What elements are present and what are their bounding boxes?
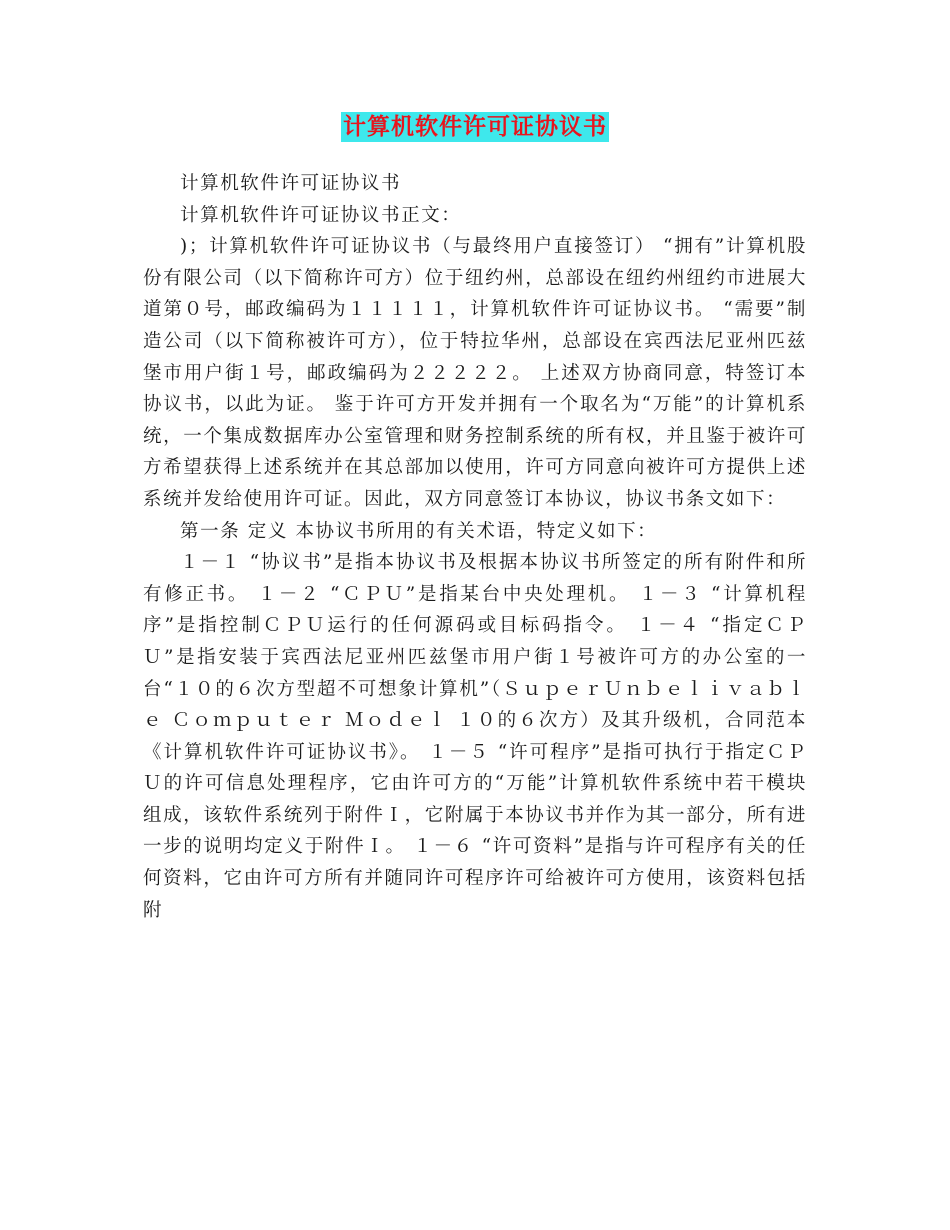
- document-title: 计算机软件许可证协议书: [343, 113, 607, 140]
- paragraph-definitions: １－１ “协议书”是指本协议书及根据本协议书所签定的所有附件和所有修正书。 １－２ “ＣＰＵ”是指某台中央处理机。 １－３ “计算机程序”是指控制ＣＰＵ运行的任何源码或目标码指令。 １－４ “指定ＣＰＵ”是指安装于宾西法尼亚州匹兹堡市用户街１号被许可方的办公室的一台“１０的６次方型超不可想象计算机”（ＳｕｐｅｒＵｎｂｅｌｉｖａｂｌｅ Ｃｏｍｐｕｔｅｒ Ｍｏｄｅｌ １０的６次方）及其升级机，合同范本《计算机软件许可证协议书》。 １－５ “许可程序”是指可执行于指定ＣＰＵ的许可信息处理程序，它由许可方的“万能”计算机软件系统中若干模块组成，该软件系统列于附件Ｉ，它附属于本协议书并作为其一部分，所有进一步的说明均定义于附件Ｉ。 １－６ “许可资料”是指与许可程序有关的任何资料，它由许可方所有并随同许可程序许可给被许可方使用，该资料包括附: [143, 552, 807, 921]
- paragraph-body-label: 计算机软件许可证协议书正文：: [180, 204, 462, 226]
- document-body: [143, 168, 807, 926]
- paragraph-article-one: 第一条 定义 本协议书所用的有关术语，特定义如下：: [180, 520, 658, 542]
- paragraph-preamble: )；计算机软件许可证协议书（与最终用户直接签订） “拥有”计算机股份有限公司（以下简称许可方）位于纽约州，总部设在纽约州纽约市进展大道第０号，邮政编码为１１１１１，计算机软件许可证协议书。 “需要”制造公司（以下简称被许可方），位于特拉华州，总部设在宾西法尼亚州匹兹堡市用户街１号，邮政编码为２２２２２。 上述双方协商同意，特签订本协议书，以此为证。 鉴于许可方开发并拥有一个取名为“万能”的计算机系统，一个集成数据库办公室管理和财务控制系统的所有权，并且鉴于被许可方希望获得上述系统并在其总部加以使用，许可方同意向被许可方提供上述系统并发给使用许可证。因此，双方同意签订本协议，协议书条文如下：: [143, 236, 807, 510]
- paragraph-heading: 计算机软件许可证协议书: [180, 173, 402, 194]
- title-container: [0, 112, 950, 142]
